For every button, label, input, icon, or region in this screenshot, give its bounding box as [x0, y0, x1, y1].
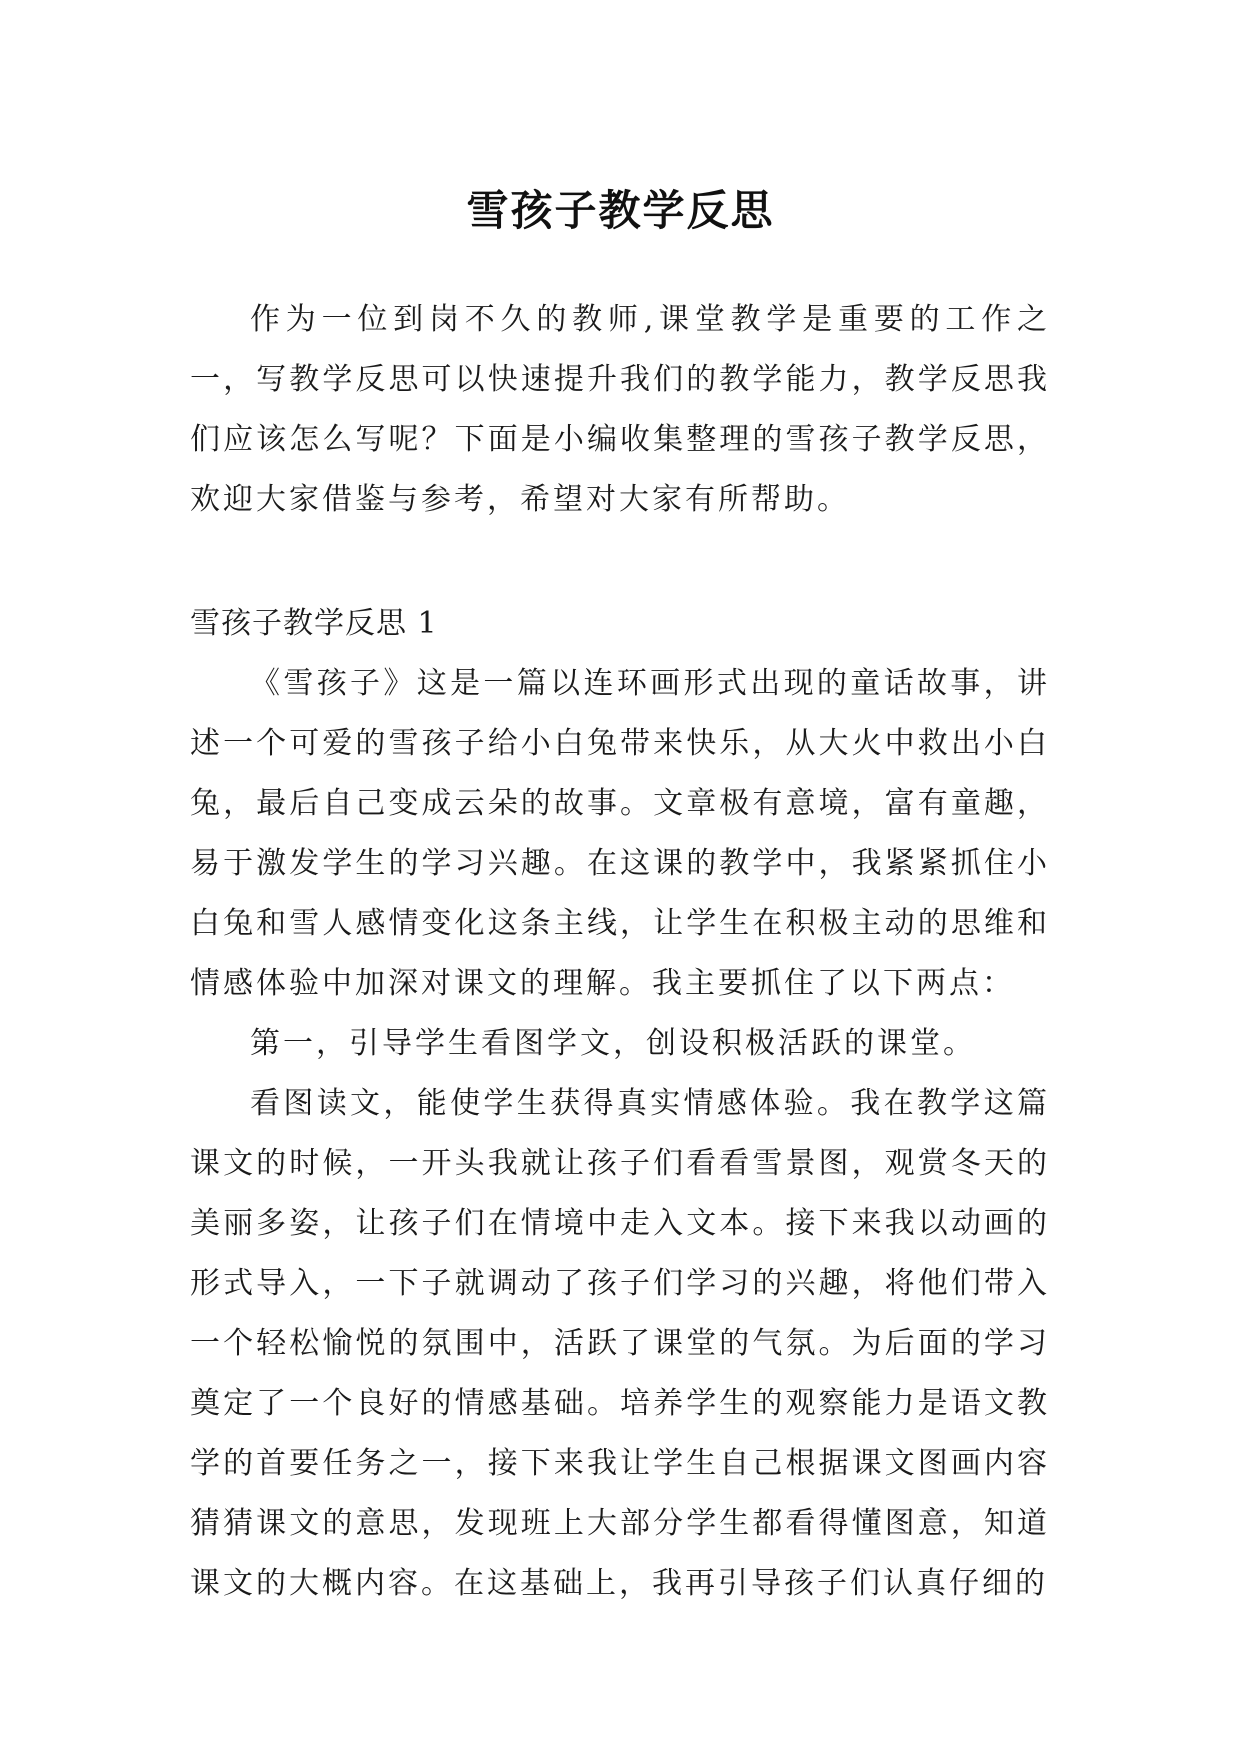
- body-paragraph-1: 《雪孩子》这是一篇以连环画形式出现的童话故事，讲述一个可爱的雪孩子给小白兔带来快乐，从大火中救出小白兔，最后自己变成云朵的故事。文章极有意境，富有童趣，易于激发学生的学习兴趣。在这课的教学中，我紧紧抓住小白兔和雪人感情变化这条主线，让学生在积极主动的思维和情感体验中加深对课文的理解。我主要抓住了以下两点：: [190, 666, 1050, 1001]
- body-paragraph-3: 看图读文，能使学生获得真实情感体验。我在教学这篇课文的时候，一开头我就让孩子们看看雪景图，观赏冬天的美丽多姿，让孩子们在情境中走入文本。接下来我以动画的形式导入，一下子就调动了孩子们学习的兴趣，将他们带入一个轻松愉悦的氛围中，活跃了课堂的气氛。为后面的学习奠定了一个良好的情感基础。培养学生的观察能力是语文教学的首要任务之一，接下来我让学生自己根据课文图画内容猜猜课文的意思，发现班上大部分学生都看得懂图意，知道课文的大概内容。在这基础上，我再引导孩子们认真仔细的: [190, 1086, 1050, 1601]
- document-body: [190, 290, 1050, 1614]
- section-title: 雪孩子教学反思 1: [190, 606, 438, 641]
- section-spacer: [190, 530, 1050, 594]
- document-title: 雪孩子教学反思: [466, 186, 775, 236]
- intro-paragraph: 作为一位到岗不久的教师,课堂教学是重要的工作之一，写教学反思可以快速提升我们的教学能力，教学反思我们应该怎么写呢？下面是小编收集整理的雪孩子教学反思，欢迎大家借鉴与参考，希望对大家有所帮助。: [190, 302, 1050, 517]
- body-paragraph-2: 第一，引导学生看图学文，创设积极活跃的课堂。: [250, 1026, 976, 1061]
